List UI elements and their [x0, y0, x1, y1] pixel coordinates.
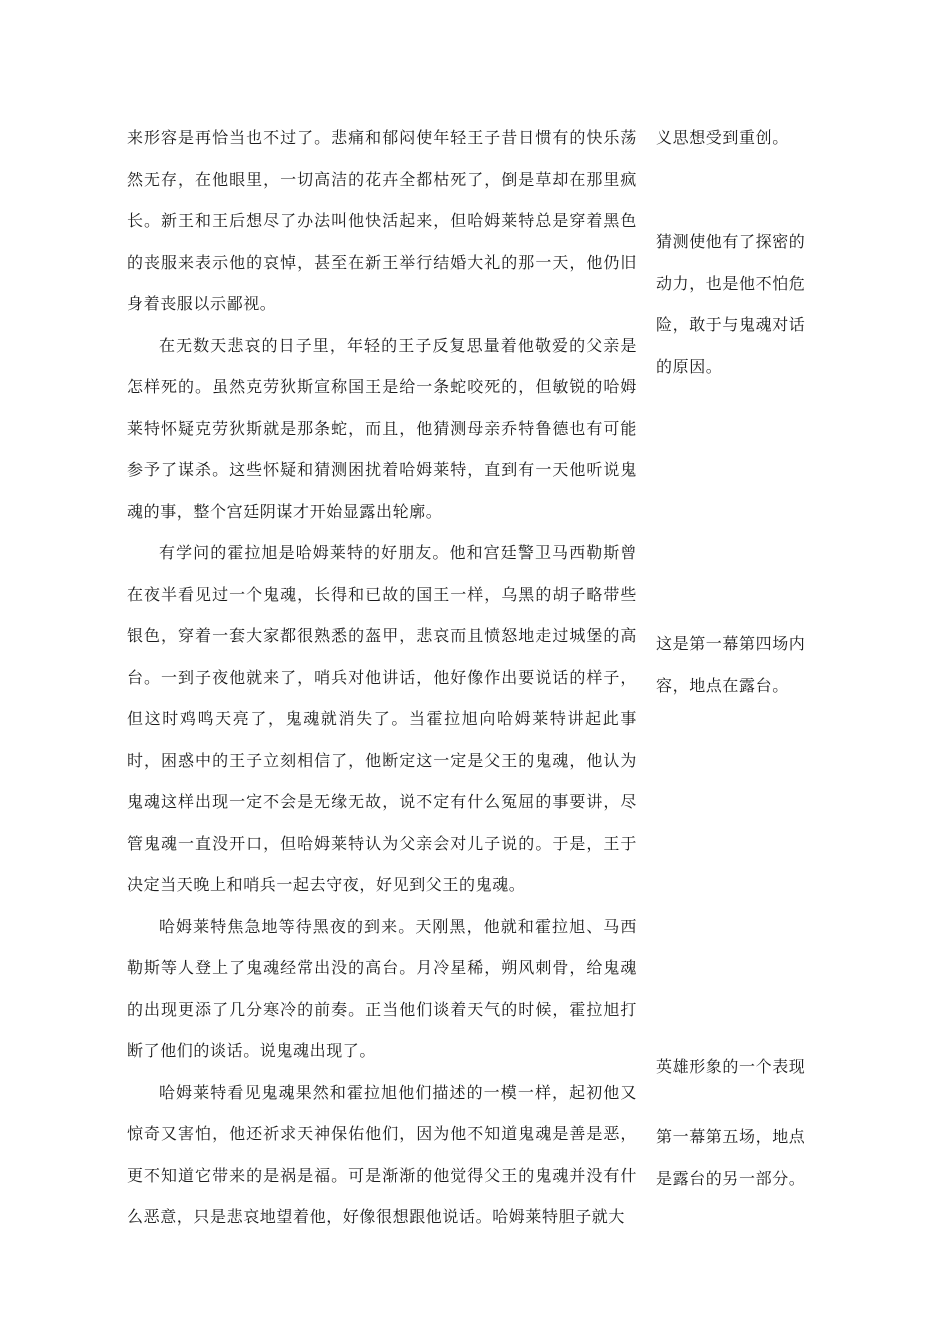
paragraph: 哈姆莱特看见鬼魂果然和霍拉旭他们描述的一模一样，起初他又惊奇又害怕，他还祈求天神保佑他们，因为他不知道鬼魂是善是恶，更不知道它带来的是祸是福。可是渐渐的他觉得父王的鬼魂并没有什么恶意，只是悲哀地望着他，好像很想跟他说话。哈姆莱特胆子就大: [127, 1082, 637, 1226]
paragraph: 有学问的霍拉旭是哈姆莱特的好朋友。他和宫廷警卫马西勒斯曾在夜半看见过一个鬼魂，长得和已故的国王一样，乌黑的胡子略带些银色，穿着一套大家都很熟悉的盔甲，悲哀而且愤怒地走过城堡的高台。一到子夜他就来了，哨兵对他讲话，他好像作出要说话的样子，但这时鸡鸣天亮了，鬼魂就消失了。当霍拉旭向哈姆莱特讲起此事时，困惑中的王子立刻相信了，他断定这一定是父王的鬼魂，他认为鬼魂这样出现一定不会是无缘无故，说不定有什么冤屈的事要讲，尽管鬼魂一直没开口，但哈姆莱特认为父亲会对儿子说的。于是，王于决定当天晚上和哨兵一起去守夜，好见到父王的鬼魂。: [127, 543, 637, 894]
paragraph: 来形容是再恰当也不过了。悲痛和郁闷使年轻王子昔日惯有的快乐荡然无存，在他眼里，一切高洁的花卉全都枯死了，倒是草却在那里疯长。新王和王后想尽了办法叫他快活起来，但哈姆莱特总是穿着黑色的丧服来表示他的哀悼，甚至在新王举行结婚大礼的那一天，他仍旧身着丧服以示鄙视。: [127, 128, 637, 313]
margin-note: 义思想受到重创。: [656, 128, 789, 147]
margin-note: 第一幕第五场，地点是露台的另一部分。: [656, 1127, 806, 1188]
margin-note: 英雄形象的一个表现: [656, 1057, 806, 1076]
margin-note: 这是第一幕第四场内容，地点在露台。: [656, 634, 806, 695]
main-text-column: [127, 117, 637, 1238]
paragraph: 哈姆莱特焦急地等待黑夜的到来。天刚黑，他就和霍拉旭、马西勒斯等人登上了鬼魂经常出没的高台。月冷星稀，朔风刺骨，给鬼魂的出现更添了几分寒冷的前奏。正当他们谈着天气的时候，霍拉旭打断了他们的谈话。说鬼魂出现了。: [127, 916, 637, 1060]
paragraph: 在无数天悲哀的日子里，年轻的王子反复思量着他敬爱的父亲是怎样死的。虽然克劳狄斯宣称国王是给一条蛇咬死的，但敏锐的哈姆莱特怀疑克劳狄斯就是那条蛇，而且，他猜测母亲乔特鲁德也有可能参予了谋杀。这些怀疑和猜测困扰着哈姆莱特，直到有一天他听说鬼魂的事，整个宫廷阴谋才开始显露出轮廓。: [127, 335, 637, 521]
margin-note: 猜测使他有了探密的动力，也是他不怕危险，敢于与鬼魂对话的原因。: [656, 232, 806, 376]
